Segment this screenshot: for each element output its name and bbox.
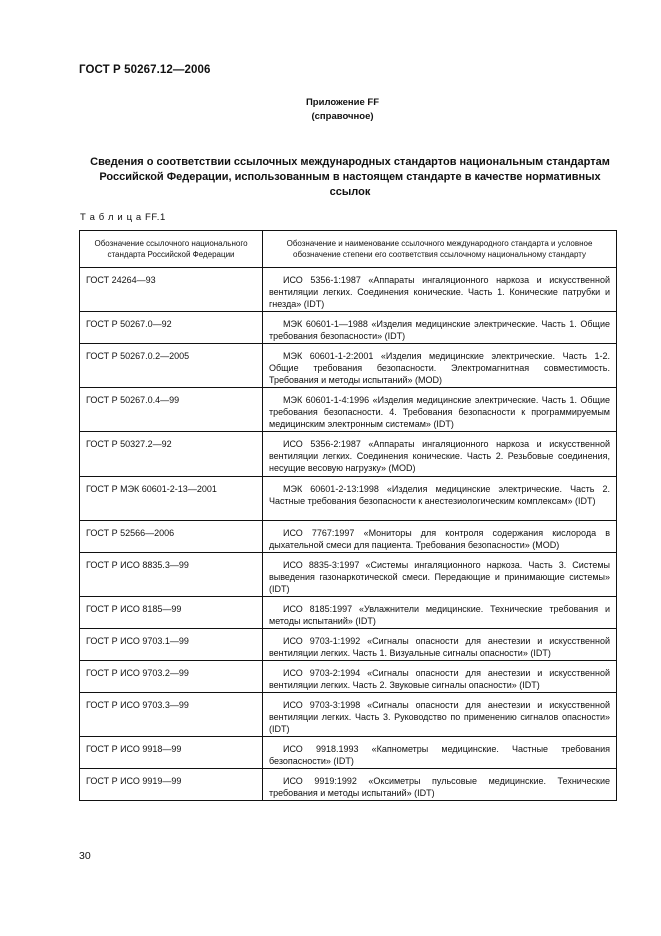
national-standard-cell: ГОСТ Р ИСО 9918—99 bbox=[80, 737, 263, 769]
table-row bbox=[80, 769, 617, 801]
table-header-row bbox=[80, 231, 617, 268]
table-row bbox=[80, 597, 617, 629]
international-standard-cell: МЭК 60601-1-2:2001 «Изделия медицинские электрические. Часть 1-2. Общие требования безопасности. Электромагнитная совместимость. Требования и методы испытаний» (MOD) bbox=[263, 344, 617, 388]
international-standard-cell: ИСО 5356-2:1987 «Аппараты ингаляционного наркоза и искусственной вентиляции легких. Соединения конические. Часть 2. Резьбовые соединения, несущие весовую нагрузку» (MOD) bbox=[263, 432, 617, 477]
national-standard-cell: ГОСТ Р ИСО 9703.1—99 bbox=[80, 629, 263, 661]
column-header-national: Обозначение ссылочного национального стандарта Российской Федерации bbox=[80, 231, 263, 268]
international-standard-cell: ИСО 9703-2:1994 «Сигналы опасности для анестезии и искусственной вентиляции легких. Часть 2. Звуковые сигналы опасности» (IDT) bbox=[263, 661, 617, 693]
table-row bbox=[80, 388, 617, 432]
annex-header bbox=[0, 96, 661, 124]
table-row bbox=[80, 737, 617, 769]
correspondence-table bbox=[79, 230, 617, 801]
international-standard-cell: ИСО 9703-1:1992 «Сигналы опасности для анестезии и искусственной вентиляции легких. Часть 1. Визуальные сигналы опасности» (IDT) bbox=[263, 629, 617, 661]
table-row bbox=[80, 629, 617, 661]
column-header-international: Обозначение и наименование ссылочного международного стандарта и условное обозначение степени его соответствия ссылочному национальному стандарту bbox=[263, 231, 617, 268]
annex-status: (справочное) bbox=[311, 111, 374, 122]
national-standard-cell: ГОСТ Р ИСО 9919—99 bbox=[80, 769, 263, 801]
table-row bbox=[80, 268, 617, 312]
international-standard-cell: ИСО 5356-1:1987 «Аппараты ингаляционного наркоза и искусственной вентиляции легких. Соединения конические. Часть 1. Конические патрубки и гнезда» (IDT) bbox=[263, 268, 617, 312]
international-standard-cell: ИСО 9919:1992 «Оксиметры пульсовые медицинские. Технические требования и методы испытаний» (IDT) bbox=[263, 769, 617, 801]
table-caption: Т а б л и ц а FF.1 bbox=[80, 212, 166, 223]
national-standard-cell: ГОСТ Р МЭК 60601-2-13—2001 bbox=[80, 477, 263, 521]
international-standard-cell: МЭК 60601-1-4:1996 «Изделия медицинские электрические. Часть 1. Общие требования безопасности. 4. Требования безопасности к программируемым медицинским электронным системам» (IDT) bbox=[263, 388, 617, 432]
national-standard-cell: ГОСТ Р ИСО 8185—99 bbox=[80, 597, 263, 629]
international-standard-cell: МЭК 60601-1—1988 «Изделия медицинские электрические. Часть 1. Общие требования безопасности» (IDT) bbox=[263, 312, 617, 344]
national-standard-cell: ГОСТ Р 50267.0.2—2005 bbox=[80, 344, 263, 388]
table-row bbox=[80, 521, 617, 553]
international-standard-cell: ИСО 8185:1997 «Увлажнители медицинские. Технические требования и методы испытаний» (IDT) bbox=[263, 597, 617, 629]
annex-title: Приложение FF bbox=[305, 97, 380, 108]
national-standard-cell: ГОСТ Р ИСО 9703.2—99 bbox=[80, 661, 263, 693]
table-row bbox=[80, 344, 617, 388]
international-standard-cell: ИСО 9703-3:1998 «Сигналы опасности для анестезии и искусственной вентиляции легких. Часть 3. Руководство по применению сигналов опасности» (IDT) bbox=[263, 693, 617, 737]
national-standard-cell: ГОСТ Р 52566—2006 bbox=[80, 521, 263, 553]
national-standard-cell: ГОСТ 24264—93 bbox=[80, 268, 263, 312]
section-heading: Сведения о соответствии ссылочных международных стандартов национальным стандартам Российской Федерации, использованным в настоящем стандарте в качестве нормативных ссылок bbox=[90, 156, 610, 198]
national-standard-cell: ГОСТ Р 50327.2—92 bbox=[80, 432, 263, 477]
national-standard-cell: ГОСТ Р 50267.0.4—99 bbox=[80, 388, 263, 432]
table-row bbox=[80, 312, 617, 344]
international-standard-cell: МЭК 60601-2-13:1998 «Изделия медицинские электрические. Часть 2. Частные требования безопасности к анестезиологическим комплексам» (IDT) bbox=[263, 477, 617, 521]
table-row bbox=[80, 693, 617, 737]
national-standard-cell: ГОСТ Р ИСО 9703.3—99 bbox=[80, 693, 263, 737]
national-standard-cell: ГОСТ Р ИСО 8835.3—99 bbox=[80, 553, 263, 597]
page-number: 30 bbox=[79, 850, 91, 862]
table-row bbox=[80, 477, 617, 521]
international-standard-cell: ИСО 9918.1993 «Капнометры медицинские. Частные требования безопасности» (IDT) bbox=[263, 737, 617, 769]
table-row bbox=[80, 661, 617, 693]
table-row bbox=[80, 432, 617, 477]
national-standard-cell: ГОСТ Р 50267.0—92 bbox=[80, 312, 263, 344]
document-code: ГОСТ Р 50267.12—2006 bbox=[79, 64, 211, 76]
table-row bbox=[80, 553, 617, 597]
international-standard-cell: ИСО 8835-3:1997 «Системы ингаляционного наркоза. Часть 3. Системы выведения газонаркотической смеси. Передающие и принимающие системы» (IDT) bbox=[263, 553, 617, 597]
international-standard-cell: ИСО 7767:1997 «Мониторы для контроля содержания кислорода в дыхательной смеси для пациента. Требования безопасности» (MOD) bbox=[263, 521, 617, 553]
